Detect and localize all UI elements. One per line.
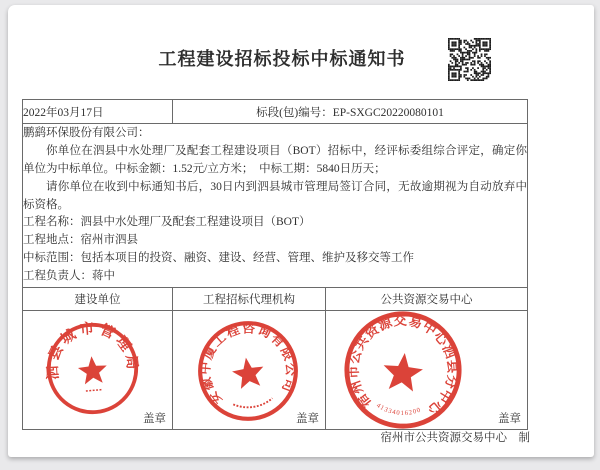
header-construction-unit: 建设单位: [23, 288, 173, 311]
stamp-cell-bidding-agency: [173, 311, 326, 430]
seal-subtext-mark: [86, 390, 103, 391]
recipient-line: 鹏鹞环保股份有限公司：: [23, 126, 150, 139]
seal-arc-text: 宿州市公共资源交易中心泗县分中心: [345, 312, 461, 419]
official-seal-icon: [189, 312, 308, 431]
project-location-line: 工程地点：宿州市泗县: [23, 234, 138, 247]
footer-issuer: 宿州市公共资源交易中心 制: [380, 432, 530, 444]
stamp-cell-construction-unit: [23, 311, 173, 430]
contract-paragraph: 请你单位在收到中标通知书后，30日内到泗县城市管理局签订合同，无故逾期视为自动放弃中标资格。: [23, 180, 527, 211]
seal-here-label: 盖章: [498, 413, 521, 425]
notice-table: [22, 99, 528, 430]
signature-stamp-row: [23, 311, 528, 430]
document-title: 工程建设招标投标中标通知书: [158, 49, 406, 69]
official-seal-icon: [336, 297, 470, 437]
official-seal-icon: [41, 317, 144, 420]
issue-date: 2022年03月17日: [23, 100, 173, 124]
seal-here-label: 盖章: [143, 413, 166, 425]
award-scope-line: 中标范围：包括本项目的投资、融资、建设、经营、管理、维护及移交等工作: [23, 252, 414, 265]
seal-arc-text: 泗县城市管理局: [44, 320, 141, 381]
header-trading-center: 公共资源交易中心: [326, 288, 528, 311]
seal-here-label: 盖章: [296, 413, 319, 425]
project-name-line: 工程名称：泗县中水处理厂及配套工程建设项目（BOT）: [23, 216, 311, 229]
body-row: [23, 124, 528, 288]
award-paragraph: 你单位在泗县中水处理厂及配套工程建设项目（BOT）招标中，经评标委组综合评定，确定你单位为中标单位。中标金额：1.52元/立方米； 中标工期：5840日历天；: [23, 144, 527, 175]
stamp-cell-trading-center: [326, 297, 528, 430]
signature-header-row: [23, 288, 528, 311]
seal-serial-text: 3413340162009: [346, 297, 423, 417]
document-page: [8, 5, 594, 457]
seal-serial-mark: [233, 398, 273, 410]
notice-body: [23, 124, 528, 288]
seal-arc-text: 安徽中厦工程咨询有限公司: [197, 320, 299, 409]
qr-code: [448, 38, 491, 81]
header-bidding-agency: 工程招标代理机构: [173, 288, 326, 311]
section-package-number: 标段(包)编号：EP-SXGC20220080101: [173, 100, 528, 124]
project-manager-line: 工程负责人：蒋中: [23, 270, 115, 283]
meta-row: [23, 100, 528, 124]
